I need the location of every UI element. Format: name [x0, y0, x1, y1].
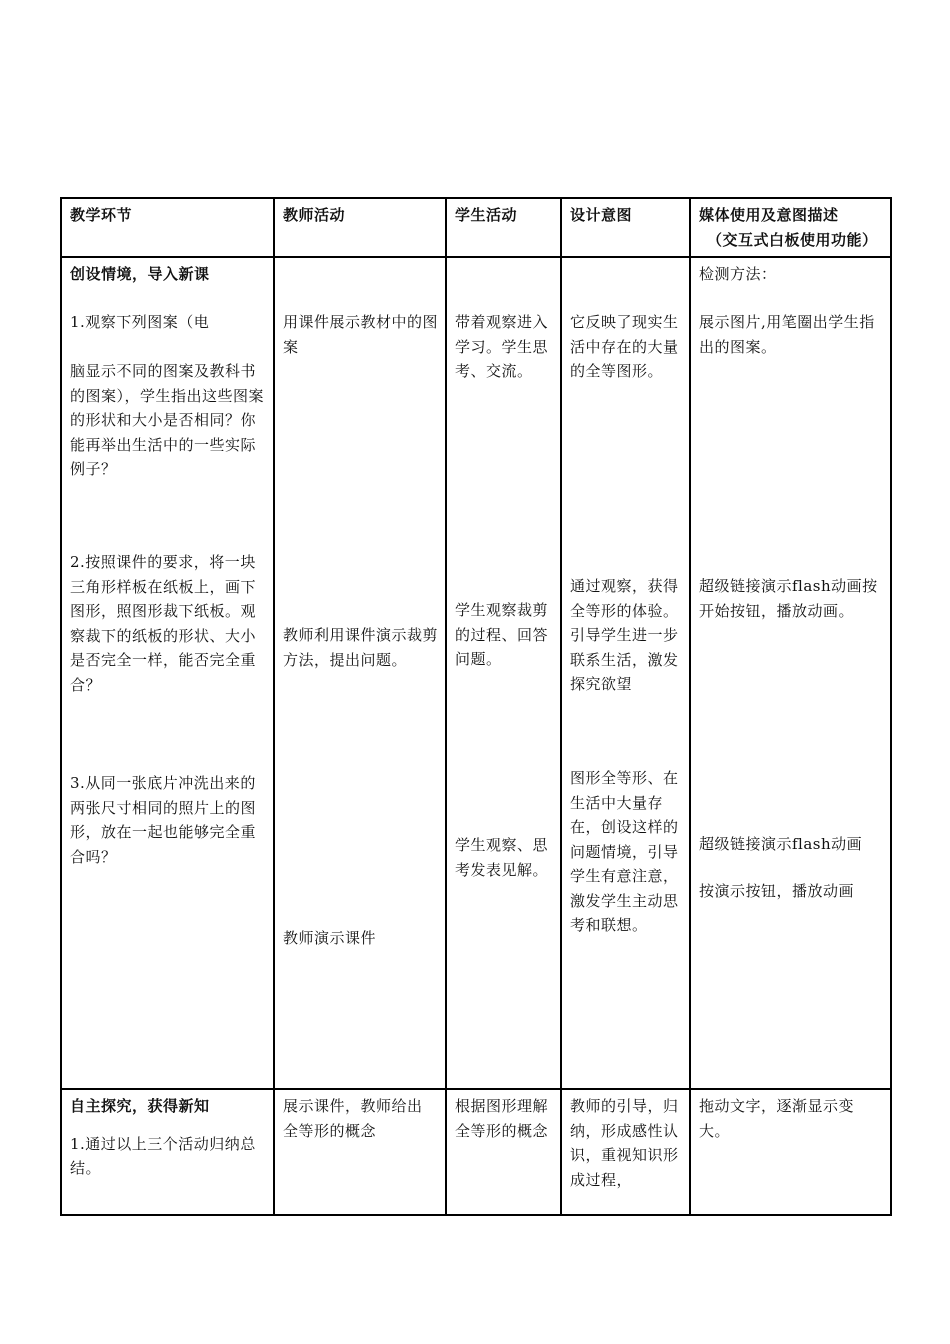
section1-step3-text: 3.从同一张底片冲洗出来的两张尺寸相同的照片上的图形，放在一起也能够完全重合吗？ — [70, 774, 257, 866]
section2-row — [61, 1089, 891, 1215]
section1-teacher-cell — [274, 257, 446, 1089]
section1-step1-text: 脑显示不同的图案及教科书的图案），学生指出这些图案的形状和大小是否相同？你能再举出生活中的一些实际例子？ — [70, 362, 265, 478]
section1-student-cell — [446, 257, 561, 1089]
section2-media-cell: 拖动文字，逐渐显示变大。 — [690, 1089, 891, 1215]
section1-row — [61, 257, 891, 1089]
section1-design-cell — [561, 257, 690, 1089]
header-teacher-activity: 教师活动 — [274, 198, 446, 257]
section2-title: 自主探究，获得新知 — [70, 1097, 210, 1115]
section1-teacher-activity-1: 用课件展示教材中的图案 — [283, 313, 439, 356]
section1-media-2: 超级链接演示flash动画按开始按钮，播放动画。 — [699, 577, 878, 620]
header-media-usage — [690, 198, 891, 257]
section1-teacher-activity-3: 教师演示课件 — [283, 929, 377, 947]
section1-media-cell — [690, 257, 891, 1089]
section1-student-activity-2: 学生观察裁剪的过程、回答问题。 — [455, 601, 549, 668]
header-student-activity: 学生活动 — [446, 198, 561, 257]
section1-media-1: 展示图片,用笔圈出学生指出的图案。 — [699, 313, 875, 356]
section1-design-intent-2: 通过观察，获得全等形的体验。引导学生进一步联系生活，激发探究欲望 — [570, 577, 679, 693]
section1-student-activity-3: 学生观察、思考发表见解。 — [455, 836, 549, 879]
header-media-title: 媒体使用及意图描述 — [699, 206, 839, 224]
section2-step1-text: 1.通过以上三个活动归纳总结。 — [70, 1134, 256, 1177]
section1-title: 创设情境，导入新课 — [70, 265, 210, 283]
section2-stage-cell — [61, 1089, 274, 1215]
header-teaching-stage: 教学环节 — [61, 198, 274, 257]
section1-student-activity-1: 带着观察进入学习。学生思考、交流。 — [455, 313, 549, 380]
section1-step1-line1: 1.观察下列图案（电 — [70, 313, 210, 331]
section1-step2-text: 2.按照课件的要求，将一块三角形样板在纸板上，画下图形，照图形裁下纸板。观察裁下的纸板的形状、大小是否完全一样，能否完全重合？ — [70, 553, 257, 694]
section1-stage-cell — [61, 257, 274, 1089]
section2-student-cell: 根据图形理解全等形的概念 — [446, 1089, 561, 1215]
header-design-intent: 设计意图 — [561, 198, 690, 257]
header-media-subtitle: （交互式白板使用功能） — [707, 230, 878, 249]
section2-design-cell: 教师的引导，归纳，形成感性认识，重视知识形成过程， — [561, 1089, 690, 1215]
section2-teacher-cell: 展示课件，教师给出全等形的概念 — [274, 1089, 446, 1215]
section1-media-3a: 超级链接演示flash动画 — [699, 835, 863, 853]
header-row — [61, 198, 891, 257]
section1-design-intent-1: 它反映了现实生活中存在的大量的全等图形。 — [570, 313, 679, 380]
section1-design-intent-3: 图形全等形、在生活中大量存在，创设这样的问题情境，引导学生有意注意，激发学生主动思考和联想。 — [570, 769, 679, 934]
lesson-plan-table — [60, 197, 892, 1216]
section1-media-check-method: 检测方法： — [699, 265, 777, 283]
section1-media-3b: 按演示按钮，播放动画 — [699, 882, 855, 900]
section1-teacher-activity-2: 教师利用课件演示裁剪方法，提出问题。 — [283, 626, 439, 669]
